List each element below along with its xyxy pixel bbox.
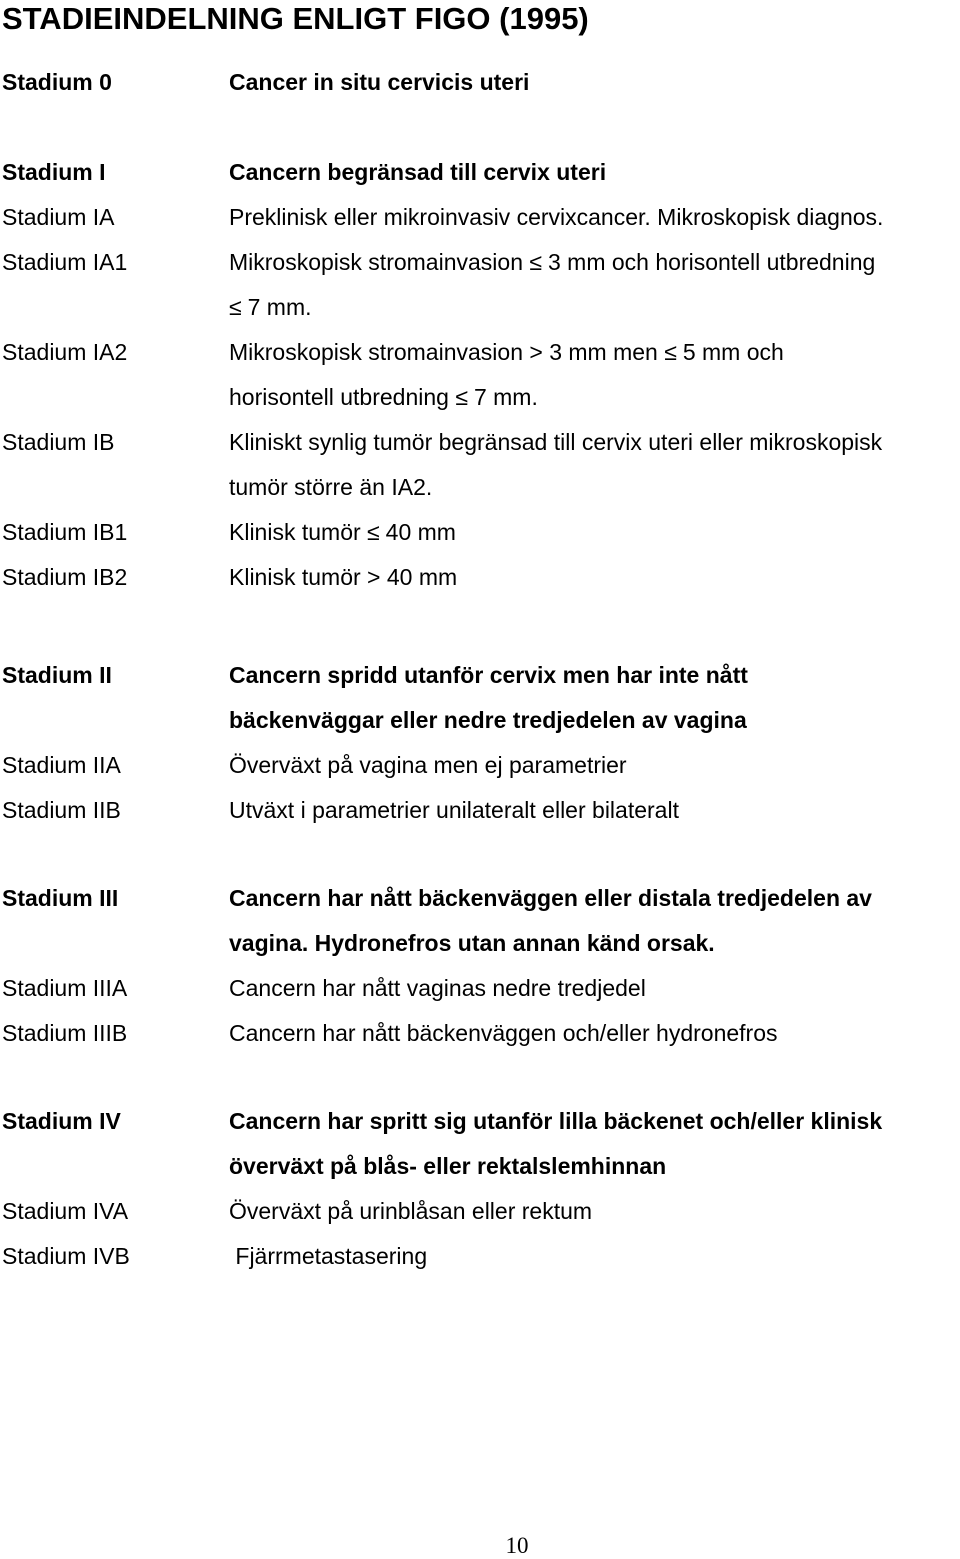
stage-label: Stadium I [2,159,106,185]
description-line: Cancern har nått bäckenväggen eller distala tredjedelen av [229,885,872,911]
stage-label: Stadium IV [2,1108,121,1134]
stage-description [229,330,952,420]
stage-description [229,510,952,555]
page-title: STADIEINDELNING ENLIGT FIGO (1995) [2,1,589,36]
stage-row [2,1099,952,1189]
stage-row [2,330,952,420]
page-number: 10 [505,1533,529,1558]
stage-description: Klinisk tumör > 40 mm [229,564,458,590]
description-text: 7 mm. [247,294,312,320]
description-line: Kliniskt synlig tumör begränsad till cervix uteri eller mikroskopisk [229,429,883,455]
description-line: vagina. Hydronefros utan annan känd orsak. [229,930,715,956]
stage-label: Stadium IIIA [2,975,128,1001]
stage-label: Stadium IB1 [2,519,128,545]
stage-3-section [2,876,952,1056]
stage-row [2,195,952,240]
stage-4-section [2,1099,952,1279]
description-text: Klinisk tumör [229,519,361,545]
stage-label: Stadium IIA [2,752,121,778]
stage-row [2,240,952,330]
stage-0-section [2,60,952,105]
stage-description: Överväxt på urinblåsan eller rektum [229,1198,593,1224]
description-line: tumör större än IA2. [229,474,433,500]
description-line: bäckenväggar eller nedre tredjedelen av vagina [229,707,747,733]
stage-description [229,1099,952,1189]
stage-description [229,876,952,966]
stage-row [2,1011,952,1056]
stage-label: Stadium IVA [2,1198,129,1224]
stage-description [229,420,952,510]
stage-label: Stadium 0 [2,69,112,95]
description-text: 40 mm [385,519,456,545]
description-text: Mikroskopisk stromainvasion [229,249,523,275]
stage-label: Stadium IB [2,429,115,455]
stage-label: Stadium IIB [2,797,121,823]
description-line [229,510,952,555]
stage-description: Fjärrmetastasering [229,1243,428,1269]
description-line [229,240,952,285]
stage-row [2,876,952,966]
less-than-or-equal-icon: ≤ [455,384,468,410]
description-line: Cancern har spritt sig utanför lilla bäckenet och/eller klinisk [229,1108,883,1134]
description-text: 3 mm och horisontell utbredning [548,249,876,275]
stage-description: Cancer in situ cervicis uteri [229,69,530,95]
less-than-or-equal-icon: ≤ [529,249,542,275]
stage-label: Stadium III [2,885,119,911]
stage-row [2,555,952,600]
stage-2-section [2,653,952,833]
stage-description: Utväxt i parametrier unilateralt eller bilateralt [229,797,679,823]
stage-row [2,60,952,105]
stage-row [2,966,952,1011]
stage-1-section [2,150,952,600]
stage-description: Cancern har nått vaginas nedre tredjedel [229,975,646,1001]
stage-label: Stadium IA1 [2,249,128,275]
description-line [229,285,952,330]
description-text: horisontell utbredning [229,384,449,410]
stage-row [2,1234,952,1279]
stage-label: Stadium II [2,662,112,688]
stage-row [2,1189,952,1234]
stage-description: Cancern har nått bäckenväggen och/eller hydronefros [229,1020,778,1046]
description-text: Mikroskopisk stromainvasion > 3 mm men [229,339,658,365]
stage-row [2,653,952,743]
stage-row [2,510,952,555]
description-text: 7 mm. [473,384,538,410]
stage-label: Stadium IIIB [2,1020,128,1046]
less-than-or-equal-icon: ≤ [664,339,677,365]
stage-description: Preklinisk eller mikroinvasiv cervixcancer. Mikroskopisk diagnos. [229,204,884,230]
stage-row [2,420,952,510]
less-than-or-equal-icon: ≤ [229,294,242,320]
stage-description [229,653,952,743]
stage-row [2,150,952,195]
description-line [229,330,952,375]
stage-description: Cancern begränsad till cervix uteri [229,159,607,185]
stage-description [229,240,952,330]
stage-label: Stadium IA2 [2,339,128,365]
less-than-or-equal-icon: ≤ [367,519,380,545]
stage-description: Överväxt på vagina men ej parametrier [229,752,627,778]
description-text: 5 mm och [682,339,784,365]
description-line: överväxt på blås- eller rektalslemhinnan [229,1153,667,1179]
description-line: Cancern spridd utanför cervix men har inte nått [229,662,748,688]
stage-label: Stadium IVB [2,1243,130,1269]
stage-label: Stadium IB2 [2,564,128,590]
stage-row [2,743,952,788]
stage-row [2,788,952,833]
description-line [229,375,952,420]
stage-label: Stadium IA [2,204,115,230]
